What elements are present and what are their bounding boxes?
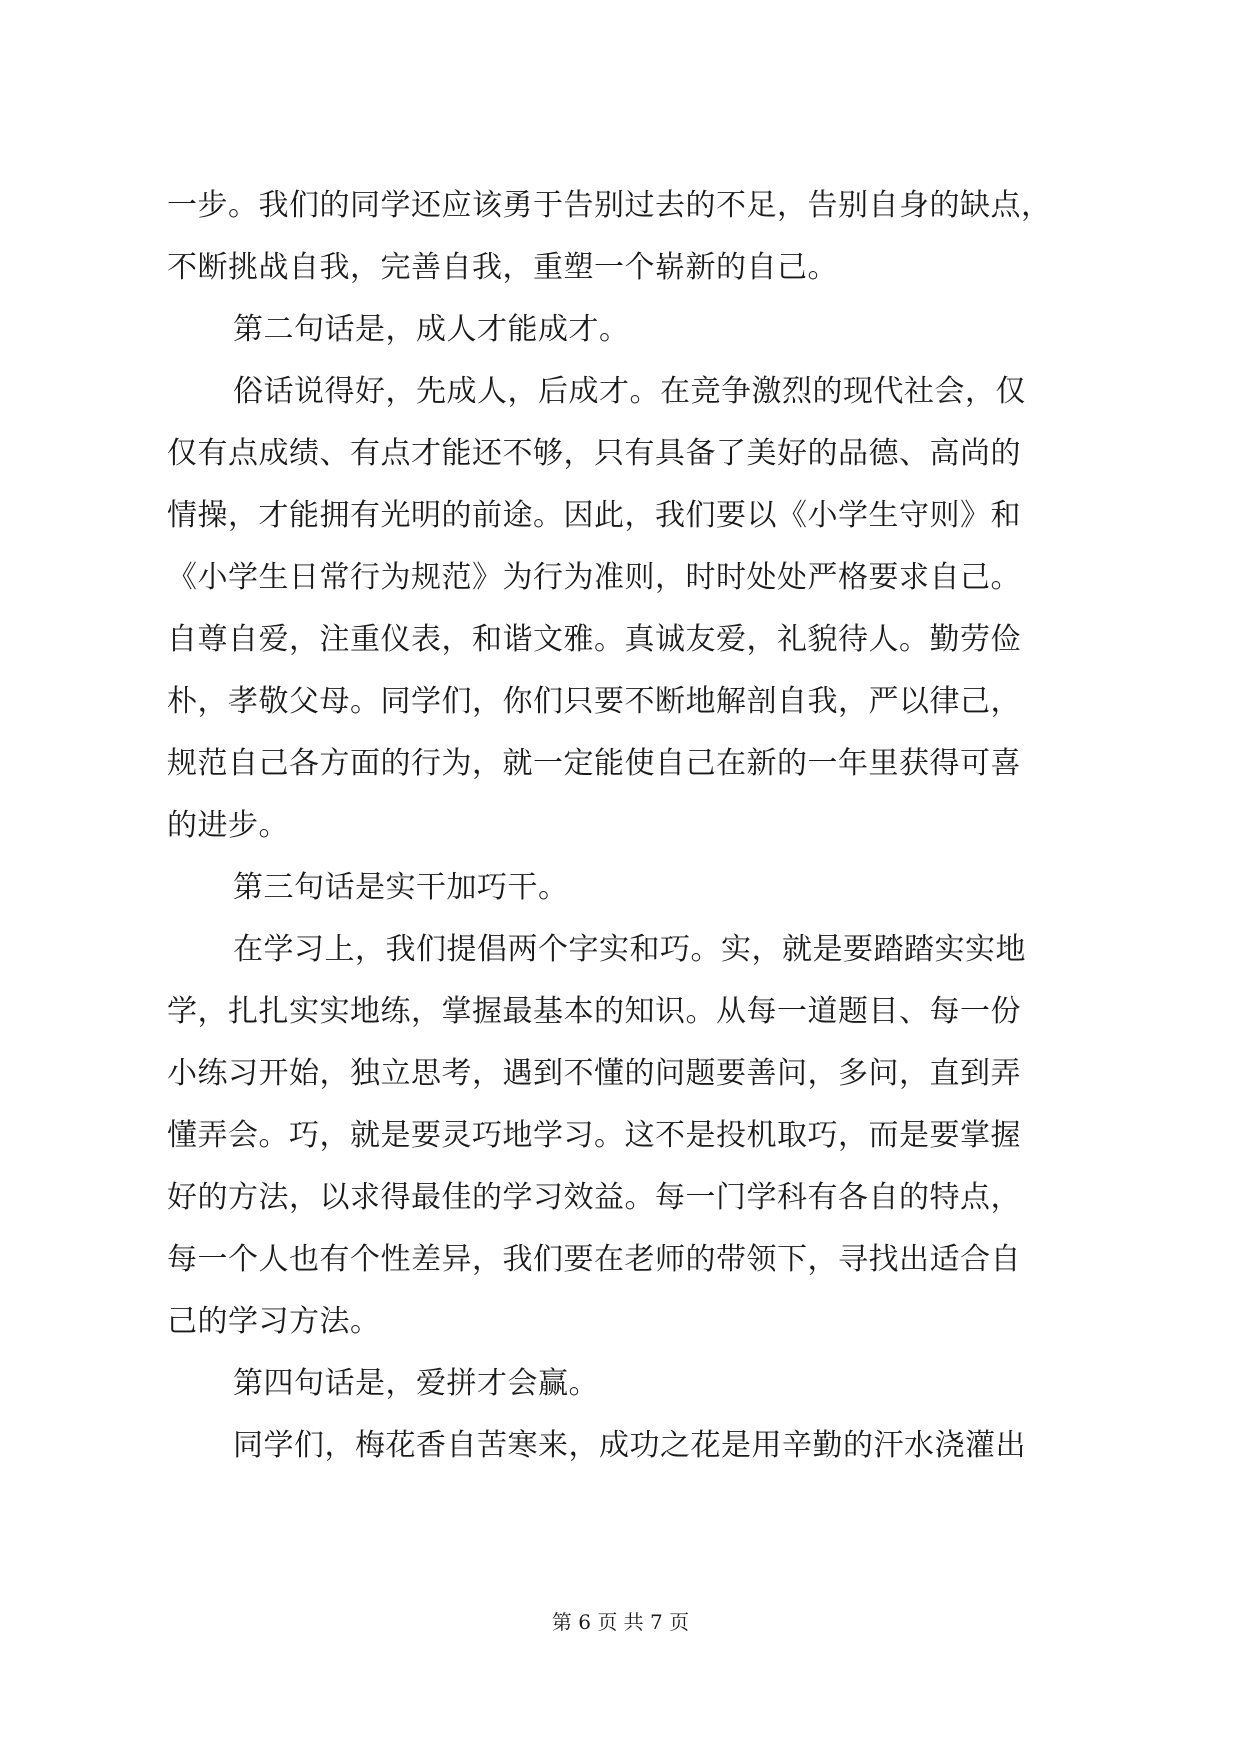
text-line: 己的学习方法。: [167, 1304, 381, 1339]
text-line: 好的方法，以求得最佳的学习效益。每一门学科有各自的特点，: [167, 1180, 1021, 1215]
text-line: 懂弄会。巧，就是要灵巧地学习。这不是投机取巧，而是要掌握: [167, 1118, 1021, 1153]
text-line: 情操，才能拥有光明的前途。因此，我们要以《小学生守则》和: [167, 498, 1021, 533]
text-line: 在学习上，我们提倡两个字实和巧。实，就是要踏踏实实地: [233, 932, 1026, 967]
text-line: 一步。我们的同学还应该勇于告别过去的不足，告别自身的缺点，: [167, 188, 1052, 223]
text-line: 学，扎扎实实地练，掌握最基本的知识。从每一道题目、每一份: [167, 994, 1021, 1029]
text-line: 同学们，梅花香自苦寒来，成功之花是用辛勤的汗水浇灌出: [233, 1428, 1026, 1463]
text-line: 自尊自爱，注重仪表，和谐文雅。真诚友爱，礼貌待人。勤劳俭: [167, 622, 1021, 657]
text-line: 的进步。: [167, 808, 289, 843]
text-line: 朴，孝敬父母。同学们，你们只要不断地解剖自我，严以律己，: [167, 684, 1021, 719]
text-line: 第三句话是实干加巧干。: [233, 870, 569, 905]
text-line: 《小学生日常行为规范》为行为准则，时时处处严格要求自己。: [167, 560, 1021, 595]
text-line: 不断挑战自我，完善自我，重塑一个崭新的自己。: [167, 250, 838, 285]
text-line: 每一个人也有个性差异，我们要在老师的带领下，寻找出适合自: [167, 1242, 1021, 1277]
document-body: [167, 175, 1079, 1477]
text-line: 俗话说得好，先成人，后成才。在竞争激烈的现代社会，仅: [233, 374, 1026, 409]
text-line: 第四句话是，爱拼才会赢。: [233, 1366, 599, 1401]
text-line: 小练习开始，独立思考，遇到不懂的问题要善问，多问，直到弄: [167, 1056, 1021, 1091]
text-line: 规范自己各方面的行为，就一定能使自己在新的一年里获得可喜: [167, 746, 1021, 781]
text-line: 仅有点成绩、有点才能还不够，只有具备了美好的品德、高尚的: [167, 436, 1021, 471]
text-line: 第二句话是，成人才能成才。: [233, 312, 630, 347]
page-footer: 第 6 页 共 7 页: [551, 1610, 690, 1634]
